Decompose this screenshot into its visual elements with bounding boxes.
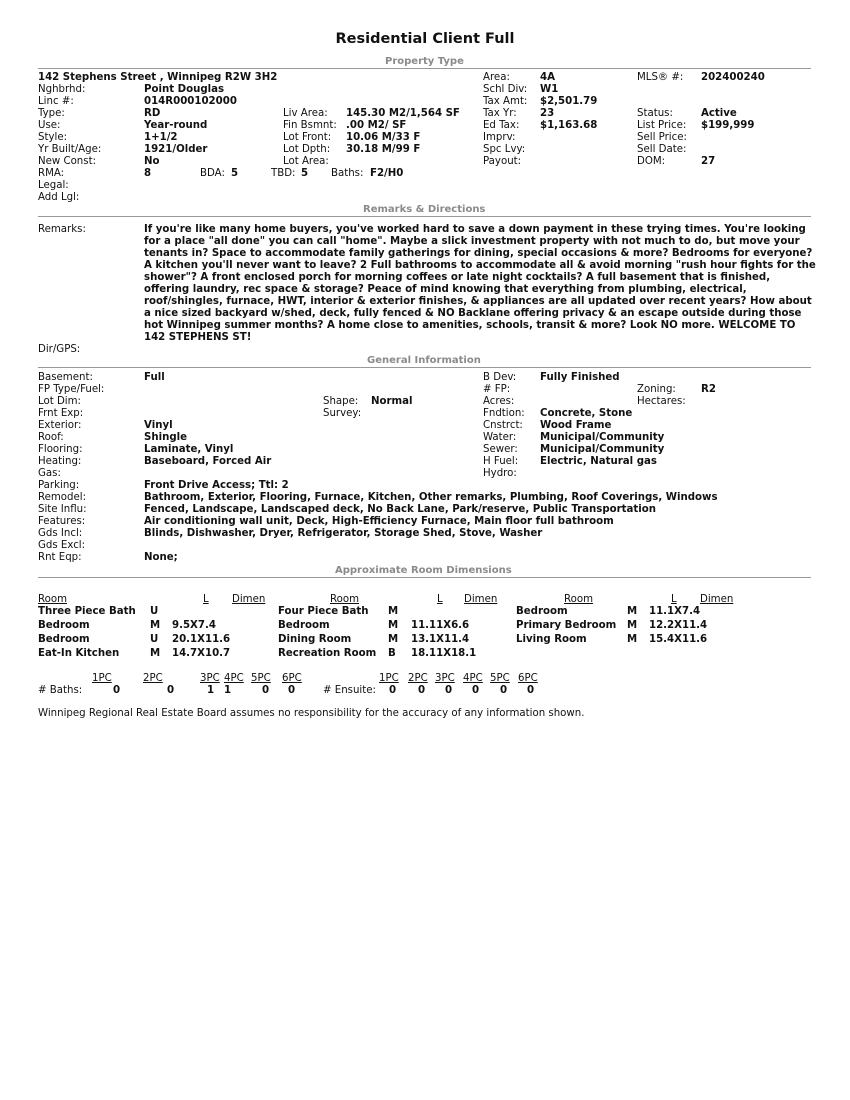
label-survey: Survey: <box>323 408 362 419</box>
label-dir-gps: Dir/GPS: <box>38 344 81 355</box>
value-shape: Normal <box>371 396 413 407</box>
label-basement: Basement: <box>38 372 93 383</box>
value-h-fuel: Electric, Natural gas <box>540 456 657 467</box>
label-yr-built: Yr Built/Age: <box>38 144 102 155</box>
section-title: Property Type <box>385 56 464 67</box>
value-nghbrhd: Point Douglas <box>144 84 225 95</box>
label-dom: DOM: <box>637 156 666 167</box>
baths-value-1pc: 0 <box>113 685 121 696</box>
room-dimen: 20.1X11.6 <box>172 634 231 645</box>
room-name: Bedroom <box>38 620 90 631</box>
room-level: M <box>627 634 638 645</box>
baths-header-2pc: 2PC <box>143 673 163 684</box>
room-name: Dining Room <box>278 634 352 645</box>
label-shape: Shape: <box>323 396 359 407</box>
label-use: Use: <box>38 120 61 131</box>
baths-value-3pc: 1 <box>207 685 215 696</box>
room-name: Eat-In Kitchen <box>38 648 120 659</box>
room-level: M <box>388 620 399 631</box>
column-header-dimen: Dimen <box>232 594 266 605</box>
label-parking: Parking: <box>38 480 80 491</box>
label-baths-count: # Baths: <box>38 685 83 696</box>
baths-value-4pc: 1 <box>224 685 232 696</box>
label-water: Water: <box>483 432 517 443</box>
baths-header-5pc: 5PC <box>251 673 271 684</box>
value-rnt-eqp: None; <box>144 552 178 563</box>
label-payout: Payout: <box>483 156 522 167</box>
room-name: Bedroom <box>38 634 90 645</box>
ensuite-header-6pc: 6PC <box>518 673 538 684</box>
ensuite-value-2pc: 0 <box>418 685 426 696</box>
room-level: M <box>388 634 399 645</box>
value-b-dev: Fully Finished <box>540 372 620 383</box>
value-site-influ: Fenced, Landscape, Landscaped deck, No Back Lane, Park/reserve, Public Transportation <box>144 504 657 515</box>
value-dom: 27 <box>701 156 716 167</box>
room-name: Primary Bedroom <box>516 620 617 631</box>
label-new-const: New Const: <box>38 156 96 167</box>
value-tax-yr: 23 <box>540 108 555 119</box>
value-tbd: 5 <box>301 168 309 179</box>
label-heating: Heating: <box>38 456 82 467</box>
label-legal: Legal: <box>38 180 69 191</box>
label-rma: RMA: <box>38 168 65 179</box>
label-linc: Linc #: <box>38 96 74 107</box>
section-header-property-type <box>38 54 811 69</box>
label-remarks: Remarks: <box>38 224 86 235</box>
room-level: U <box>150 606 159 617</box>
label-tax-yr: Tax Yr: <box>483 108 517 119</box>
label-sewer: Sewer: <box>483 444 518 455</box>
label-gds-incl: Gds Incl: <box>38 528 83 539</box>
column-header-level: L <box>671 594 677 605</box>
ensuite-value-1pc: 0 <box>389 685 397 696</box>
label-flooring: Flooring: <box>38 444 83 455</box>
room-dimen: 11.11X6.6 <box>411 620 470 631</box>
value-style: 1+1/2 <box>144 132 178 143</box>
column-header-room: Room <box>330 594 360 605</box>
room-level: B <box>388 648 396 659</box>
ensuite-header-3pc: 3PC <box>435 673 455 684</box>
value-new-const: No <box>144 156 160 167</box>
label-area: Area: <box>483 72 510 83</box>
label-baths: Baths: <box>331 168 364 179</box>
label-nghbrhd: Nghbrhd: <box>38 84 86 95</box>
room-dimen: 11.1X7.4 <box>649 606 701 617</box>
value-fin-bsmnt: .00 M2/ SF <box>346 120 407 131</box>
label-fp-type-fuel: FP Type/Fuel: <box>38 384 105 395</box>
room-name: Recreation Room <box>278 648 377 659</box>
label-site-influ: Site Influ: <box>38 504 87 515</box>
room-name: Three Piece Bath <box>38 606 136 617</box>
room-name: Four Piece Bath <box>278 606 369 617</box>
label-ed-tax: Ed Tax: <box>483 120 520 131</box>
value-area: 4A <box>540 72 555 83</box>
value-bda: 5 <box>231 168 239 179</box>
label-style: Style: <box>38 132 68 143</box>
label-frnt-exp: Frnt Exp: <box>38 408 84 419</box>
value-zoning: R2 <box>701 384 716 395</box>
label-gds-excl: Gds Excl: <box>38 540 86 551</box>
ensuite-value-6pc: 0 <box>527 685 535 696</box>
room-dimen: 18.11X18.1 <box>411 648 477 659</box>
value-flooring: Laminate, Vinyl <box>144 444 234 455</box>
label-lot-front: Lot Front: <box>283 132 332 143</box>
room-dimen: 12.2X11.4 <box>649 620 708 631</box>
label-features: Features: <box>38 516 86 527</box>
label-sell-date: Sell Date: <box>637 144 687 155</box>
baths-header-4pc: 4PC <box>224 673 244 684</box>
value-gds-incl: Blinds, Dishwasher, Dryer, Refrigerator, Storage Shed, Stove, Washer <box>144 528 543 539</box>
column-header-room: Room <box>38 594 68 605</box>
label-fp: # FP: <box>483 384 511 395</box>
label-exterior: Exterior: <box>38 420 82 431</box>
room-dimen: 15.4X11.6 <box>649 634 708 645</box>
value-ed-tax: $1,163.68 <box>540 120 598 131</box>
value-status: Active <box>701 108 737 119</box>
room-level: M <box>388 606 399 617</box>
room-level: M <box>627 620 638 631</box>
room-level: M <box>627 606 638 617</box>
label-mls: MLS® #: <box>637 72 684 83</box>
baths-header-6pc: 6PC <box>282 673 302 684</box>
room-name: Living Room <box>516 634 587 645</box>
value-remodel: Bathroom, Exterior, Flooring, Furnace, Kitchen, Other remarks, Plumbing, Roof Coverings, Windows <box>144 492 718 503</box>
label-tbd: TBD: <box>271 168 296 179</box>
value-roof: Shingle <box>144 432 188 443</box>
room-name: Bedroom <box>516 606 568 617</box>
ensuite-header-4pc: 4PC <box>463 673 483 684</box>
baths-header-3pc: 3PC <box>200 673 220 684</box>
value-fndtion: Concrete, Stone <box>540 408 633 419</box>
value-exterior: Vinyl <box>144 420 173 431</box>
label-bda: BDA: <box>200 168 225 179</box>
label-spc-lvy: Spc Lvy: <box>483 144 526 155</box>
value-type: RD <box>144 108 161 119</box>
value-liv-area: 145.30 M2/1,564 SF <box>346 108 460 119</box>
label-lot-dpth: Lot Dpth: <box>283 144 331 155</box>
room-level: M <box>150 620 161 631</box>
label-h-fuel: H Fuel: <box>483 456 519 467</box>
ensuite-value-5pc: 0 <box>500 685 508 696</box>
value-water: Municipal/Community <box>540 432 665 443</box>
value-parking: Front Drive Access; Ttl: 2 <box>144 480 289 491</box>
label-lot-area: Lot Area: <box>283 156 329 167</box>
value-basement: Full <box>144 372 165 383</box>
value-linc: 014R000102000 <box>144 96 237 107</box>
value-mls: 202400240 <box>701 72 765 83</box>
baths-header-1pc: 1PC <box>92 673 112 684</box>
baths-value-2pc: 0 <box>167 685 175 696</box>
value-schl-div: W1 <box>540 84 559 95</box>
remarks-text: If you're like many home buyers, you've worked hard to save a down payment in these trying times. You're looking for a place "all done" you can call "home". Maybe a slick investment property with not much to do, but move your tenants in? Space to accommodate family gatherings for dining, special occasions & more? Bedrooms for everyone? A kitchen you'll never want to leave? 2 Full bathrooms to accommodate all & avoid morning "rush hour fights for the shower"? A front enclosed porch for morning coffees or late night cocktails? A full basement that is finished, offering laundry, rec space & storage? Peace of mind knowing that everything from plumbing, electrical, roof/shingles, furnace, HWT, interior & exterior finishes, & appliances are all updated over recent years? How about a nice sized backyard w/shed, deck, fully fenced & NO Backlane offering privacy & an escape outside during those hot Winnipeg summer months? A home close to amenities, schools, transit & more? Look NO more. WELCOME TO 142 STEPHENS ST! <box>144 224 816 343</box>
section-title: Remarks & Directions <box>363 204 486 215</box>
room-name: Bedroom <box>278 620 330 631</box>
ensuite-header-1pc: 1PC <box>379 673 399 684</box>
ensuite-header-5pc: 5PC <box>490 673 510 684</box>
label-ensuite: # Ensuite: <box>323 685 376 696</box>
value-tax-amt: $2,501.79 <box>540 96 598 107</box>
value-cnstrct: Wood Frame <box>540 420 612 431</box>
label-schl-div: Schl Div: <box>483 84 528 95</box>
label-remodel: Remodel: <box>38 492 87 503</box>
label-acres: Acres: <box>483 396 515 407</box>
label-status: Status: <box>637 108 673 119</box>
value-features: Air conditioning wall unit, Deck, High-Efficiency Furnace, Main floor full bathroom <box>144 516 614 527</box>
label-b-dev: B Dev: <box>483 372 517 383</box>
ensuite-value-4pc: 0 <box>472 685 480 696</box>
column-header-dimen: Dimen <box>700 594 734 605</box>
ensuite-header-2pc: 2PC <box>408 673 428 684</box>
value-list-price: $199,999 <box>701 120 755 131</box>
section-title: General Information <box>367 355 481 366</box>
label-hydro: Hydro: <box>483 468 517 479</box>
label-add-lgl: Add Lgl: <box>38 192 80 203</box>
label-gas: Gas: <box>38 468 61 479</box>
section-title: Approximate Room Dimensions <box>335 565 512 576</box>
label-hectares: Hectares: <box>637 396 686 407</box>
value-yr-built: 1921/Older <box>144 144 208 155</box>
label-lot-dim: Lot Dim: <box>38 396 81 407</box>
column-header-room: Room <box>564 594 594 605</box>
value-sewer: Municipal/Community <box>540 444 665 455</box>
section-header-general <box>38 353 811 368</box>
room-dimen: 13.1X11.4 <box>411 634 470 645</box>
column-header-dimen: Dimen <box>464 594 498 605</box>
baths-value-6pc: 0 <box>288 685 296 696</box>
value-baths: F2/H0 <box>370 168 404 179</box>
value-lot-dpth: 30.18 M/99 F <box>346 144 421 155</box>
baths-value-5pc: 0 <box>262 685 270 696</box>
label-fndtion: Fndtion: <box>483 408 525 419</box>
room-dimen: 9.5X7.4 <box>172 620 216 631</box>
page-title: Residential Client Full <box>335 31 515 47</box>
label-imprv: Imprv: <box>483 132 516 143</box>
label-fin-bsmnt: Fin Bsmnt: <box>283 120 337 131</box>
label-type: Type: <box>38 108 65 119</box>
room-level: M <box>150 648 161 659</box>
column-header-level: L <box>437 594 443 605</box>
ensuite-value-3pc: 0 <box>445 685 453 696</box>
label-tax-amt: Tax Amt: <box>483 96 528 107</box>
section-header-rooms <box>38 563 811 578</box>
value-lot-front: 10.06 M/33 F <box>346 132 421 143</box>
label-zoning: Zoning: <box>637 384 676 395</box>
label-rnt-eqp: Rnt Eqp: <box>38 552 82 563</box>
label-liv-area: Liv Area: <box>283 108 328 119</box>
label-roof: Roof: <box>38 432 64 443</box>
room-level: U <box>150 634 159 645</box>
section-header-remarks <box>38 202 811 217</box>
room-dimen: 14.7X10.7 <box>172 648 231 659</box>
value-use: Year-round <box>144 120 208 131</box>
disclaimer: Winnipeg Regional Real Estate Board assumes no responsibility for the accuracy of any information shown. <box>38 708 585 719</box>
column-header-level: L <box>203 594 209 605</box>
label-cnstrct: Cnstrct: <box>483 420 523 431</box>
label-sell-price: Sell Price: <box>637 132 687 143</box>
value-rma: 8 <box>144 168 152 179</box>
address: 142 Stephens Street , Winnipeg R2W 3H2 <box>38 72 278 83</box>
value-heating: Baseboard, Forced Air <box>144 456 272 467</box>
label-list-price: List Price: <box>637 120 687 131</box>
